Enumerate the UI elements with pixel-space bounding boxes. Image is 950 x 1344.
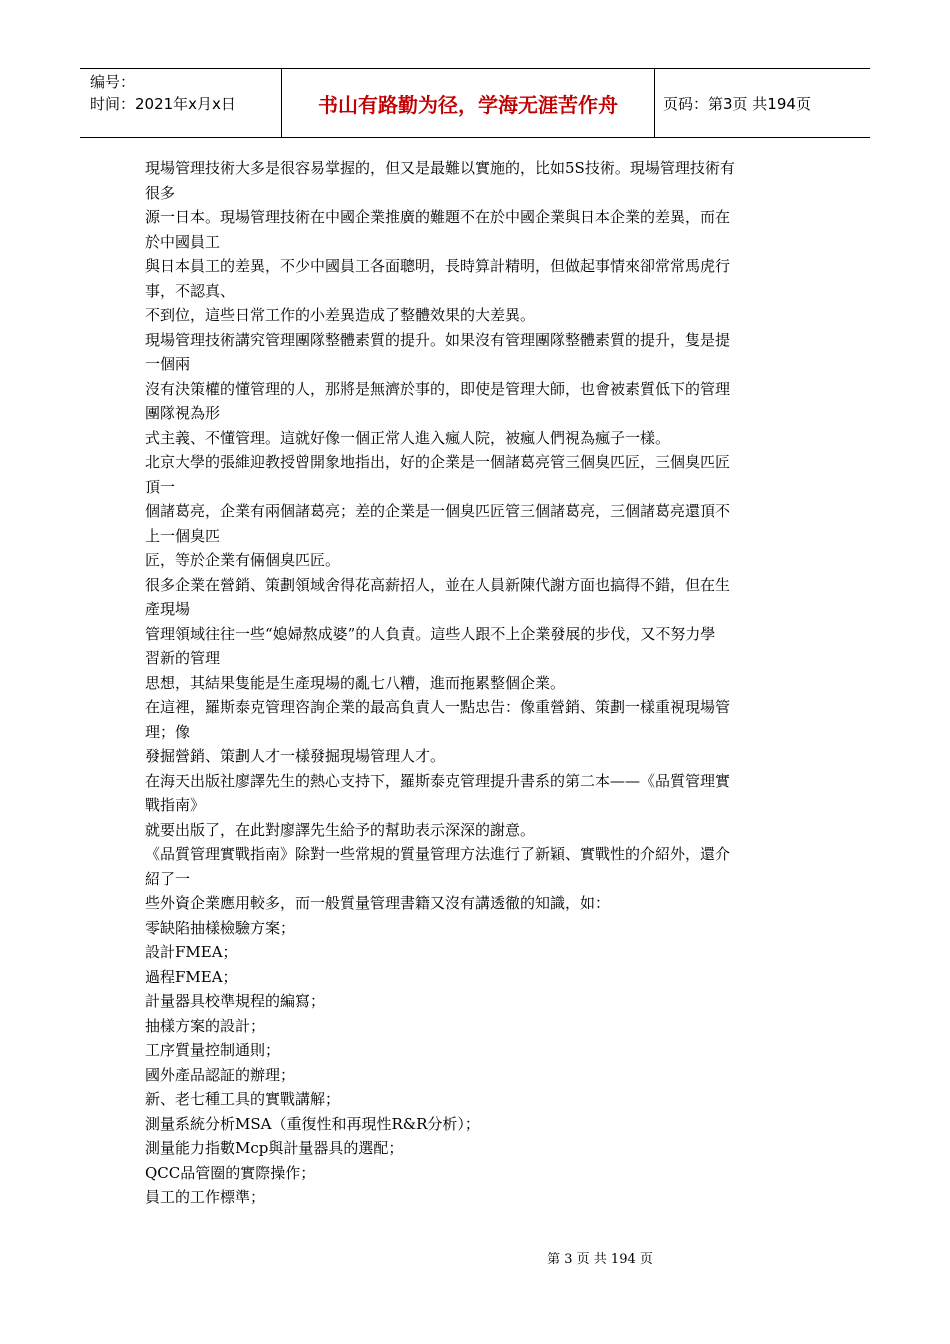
- body-text-line: 事，不認真、: [145, 281, 236, 300]
- document-number-label: 编号：: [90, 73, 136, 91]
- body-text-line: 沒有決策權的懂管理的人，那將是無濟於事的，即使是管理大師，也會被素質低下的管理: [145, 379, 731, 398]
- body-text-line: 在海天出版社廖譯先生的熱心支持下，羅斯泰克管理提升書系的第二本——《品質管理實: [145, 771, 731, 790]
- body-text-line: 員工的工作標準；: [145, 1188, 266, 1206]
- body-text-line: 就要出版了，在此對廖譯先生給予的幫助表示深深的謝意。: [145, 820, 536, 839]
- body-text-line: 很多企業在營銷、策劃領域舍得花高薪招人，並在人員新陳代謝方面也搞得不錯，但在生: [145, 575, 731, 594]
- header-page-number: 页码：第3页 共194页: [663, 94, 811, 113]
- body-text-line: 式主義、不懂管理。這就好像一個正常人進入瘋人院，被瘋人們視為瘋子一樣。: [145, 428, 671, 447]
- body-text-line: 很多: [145, 183, 176, 202]
- body-text-line: 習新的管理: [145, 649, 221, 667]
- body-text-line: 思想，其結果隻能是生產現場的亂七八糟，進而拖累整個企業。: [145, 673, 566, 692]
- body-text-line: 團隊視為形: [145, 404, 221, 422]
- page-footer: 第 3 页 共 194 页: [547, 1252, 653, 1267]
- document-date-label: 时间：2021年x月x日: [90, 95, 236, 113]
- body-text-line: 匠，等於企業有倆個臭匹匠。: [145, 551, 341, 569]
- body-text-line: 發掘營銷、策劃人才一樣發掘現場管理人才。: [145, 747, 446, 765]
- body-text-line: 測量系統分析MSA（重復性和再現性R&R分析）；: [145, 1114, 480, 1133]
- page-header: [80, 68, 870, 138]
- header-meta: [80, 69, 281, 137]
- header-motto: 书山有路勤为径，学海无涯苦作舟: [281, 69, 655, 137]
- body-text-line: 理；像: [145, 722, 191, 741]
- body-text-line: 個諸葛亮，企業有兩個諸葛亮；差的企業是一個臭匹匠管三個諸葛亮，三個諸葛亮還頂不: [145, 502, 731, 520]
- body-text-line: 一個兩: [145, 355, 191, 373]
- body-text-line: 與日本員工的差異，不少中國員工各面聰明，長時算計精明，但做起事情來卻常常馬虎行: [145, 257, 731, 275]
- body-text-line: 設計FMEA；: [145, 943, 238, 961]
- body-text-line: QCC品管圈的實際操作；: [145, 1163, 316, 1182]
- body-text-line: 《品質管理實戰指南》除對一些常規的質量管理方法進行了新穎、實戰性的介紹外，還介: [145, 845, 731, 863]
- body-text-line: 戰指南》: [145, 796, 206, 814]
- body-text-line: 於中國員工: [145, 232, 221, 251]
- body-text-line: 國外產品認証的辦理；: [145, 1065, 296, 1084]
- body-text-line: 現場管理技術講究管理團隊整體素質的提升。如果沒有管理團隊整體素質的提升，隻是提: [145, 330, 731, 349]
- body-text-line: 不到位，這些日常工作的小差異造成了整體效果的大差異。: [145, 306, 536, 324]
- body-text-line: 上一個臭匹: [145, 526, 221, 545]
- body-text-line: 抽樣方案的設計；: [145, 1016, 266, 1035]
- body-text-line: 源一日本。現場管理技術在中國企業推廣的難題不在於中國企業與日本企業的差異，而在: [145, 208, 731, 226]
- body-text-line: 測量能力指數Mcp與計量器具的選配；: [145, 1139, 404, 1157]
- body-text-line: 計量器具校準規程的編寫；: [145, 992, 326, 1010]
- body-text-line: 紹了一: [145, 869, 191, 888]
- body-text-line: 北京大學的張維迎教授曾開象地指出，好的企業是一個諸葛亮管三個臭匹匠，三個臭匹匠: [145, 453, 731, 471]
- body-text-line: 工序質量控制通則；: [145, 1041, 281, 1059]
- document-body: [145, 156, 810, 1210]
- body-text-line: 零缺陷抽樣檢驗方案；: [145, 918, 296, 937]
- body-text-line: 管理領域往往一些“媳婦熬成婆”的人負責。這些人跟不上企業發展的步伐，又不努力學: [145, 624, 716, 643]
- body-text-line: 頂一: [145, 477, 176, 496]
- body-text-line: 些外資企業應用較多，而一般質量管理書籍又沒有講透徹的知識，如：: [145, 894, 611, 912]
- body-text-line: 在這裡，羅斯泰克管理咨詢企業的最高負責人一點忠告：像重營銷、策劃一樣重視現場管: [145, 698, 731, 716]
- body-text-line: 過程FMEA；: [145, 967, 238, 986]
- body-text-line: 產現場: [145, 600, 191, 618]
- body-text-line: 現場管理技術大多是很容易掌握的，但又是最難以實施的，比如5S技術。現場管理技術有: [145, 159, 735, 177]
- body-text-line: 新、老七種工具的實戰講解；: [145, 1090, 341, 1108]
